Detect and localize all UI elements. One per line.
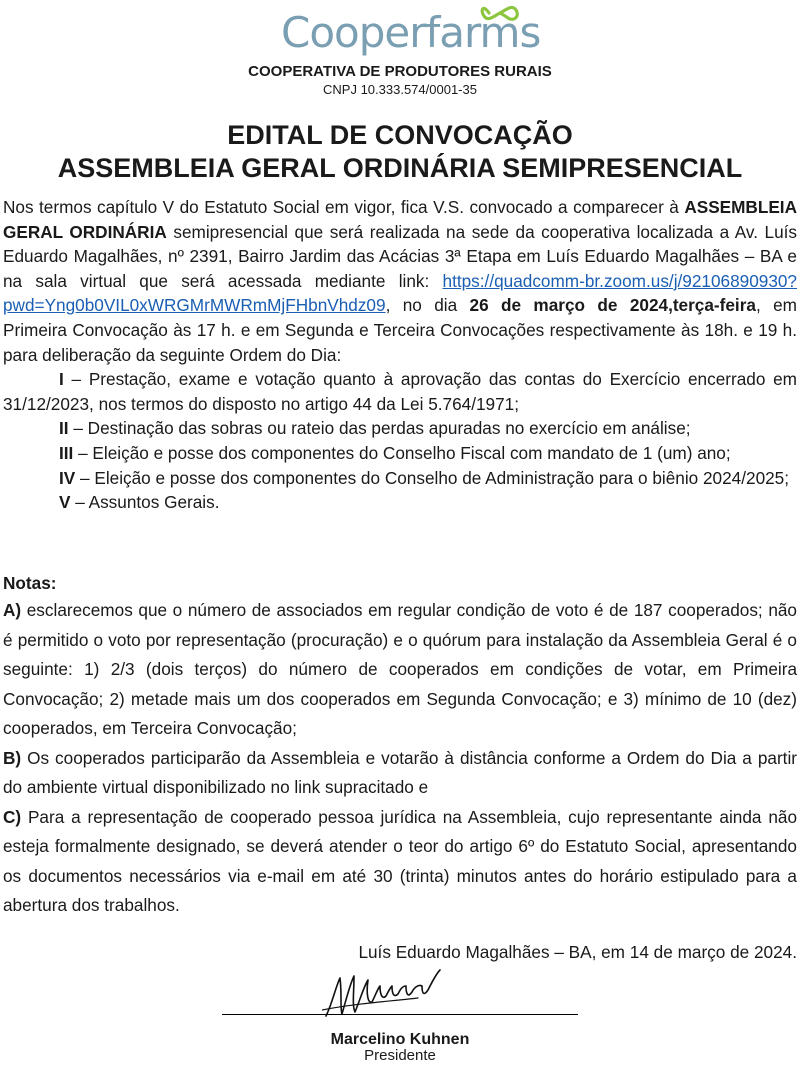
note-text: esclarecemos que o número de associados em regular condição de voto é de 187 cooperados; não é permitido o voto por representação (procuração) e o quórum para instalação da Assembleia Geral é o seguinte: 1) 2/3 (dois terços) do número de cooperados em condições de votar, em Primeira Convocação; 2) metade mais um dos cooperados em Segunda Convocação; e 3) mínimo de 10 (dez) cooperados, em Terceira Convocação; [3, 600, 797, 738]
signature-line [222, 1014, 578, 1015]
cooperative-name: COOPERATIVA DE PRODUTORES RURAIS [248, 63, 552, 80]
convocation-body [3, 195, 797, 515]
note-text: Para a representação de cooperado pessoa jurídica na Assembleia, cujo representante ainda não esteja formalmente designado, se deverá atender o teor do artigo 6º do Estatuto Social, apresentando os documentos necessários via e-mail em até 30 (trinta) minutos antes do horário estipulado para a abertura dos trabalhos. [3, 806, 797, 915]
assembly-name: ASSEMBLEIA GERAL ORDINÁRIA [3, 197, 797, 242]
note-item [3, 744, 797, 803]
agenda-item-number: III [59, 442, 74, 463]
place-and-date: Luís Eduardo Magalhães – BA, em 14 de março de 2024. [358, 942, 797, 962]
agenda-item-text: – Destinação das sobras ou rateio das perdas apuradas no exercício em análise; [68, 418, 691, 439]
leaf-infinity-icon [478, 2, 522, 24]
intro-paragraph [3, 195, 797, 367]
note-letter: A) [3, 600, 22, 620]
note-letter: C) [3, 806, 22, 827]
document-title: EDITAL DE CONVOCAÇÃO [227, 120, 573, 150]
signer-role: Presidente [364, 1047, 436, 1064]
agenda-item-text: – Prestação, exame e votação quanto à aprovação das contas do Exercício encerrado em 31/12/2023, nos termos do disposto no artigo 44 da Lei 5.764/1971; [3, 369, 797, 414]
meeting-date: 26 de março de 2024,terça-feira [469, 295, 756, 316]
cnpj-number: CNPJ 10.333.574/0001-35 [323, 82, 477, 97]
logo-wordmark: Cooperfarms [281, 8, 541, 57]
agenda-item-text: – Eleição e posse dos componentes do Conselho de Administração para o biênio 2024/2025; [75, 467, 790, 488]
zoom-meeting-link[interactable]: https://quadcomm-br.zoom.us/j/92106890930?pwd=Yng0b0VIL0xWRGMrMWRmMjFHbnVhdz09 [3, 270, 797, 316]
agenda-item-number: I [59, 369, 64, 390]
note-letter: B) [3, 747, 22, 768]
note-item [3, 803, 797, 921]
document-subtitle: ASSEMBLEIA GERAL ORDINÁRIA SEMIPRESENCIAL [57, 153, 743, 183]
agenda-item-number: IV [59, 467, 76, 488]
handwritten-signature [322, 964, 452, 1020]
intro-text-location: semipresencial que será realizada na sede da cooperativa localizada a Av. Luís Eduardo Magalhães, nº 2391, Bairro Jardim das Acácias 3ª Etapa em Luís Eduardo Magalhães – BA e na sala virtual que será acessada mediante link: [3, 221, 798, 291]
notes-section [3, 570, 797, 921]
agenda-item [3, 367, 797, 416]
agenda-item-number: II [59, 418, 69, 439]
intro-text-schedule: , em Primeira Convocação às 17 h. e em Segunda e Terceira Convocações respectivamente às 18h. e 19 h. para deliberação da seguinte Ordem do Dia: [3, 295, 797, 365]
agenda-item [3, 490, 797, 515]
note-item [3, 596, 797, 744]
notes-heading: Notas: [3, 573, 57, 593]
intro-text-date-prefix: , no dia [385, 295, 470, 316]
signer-name: Marcelino Kuhnen [330, 1031, 470, 1048]
agenda-item [3, 466, 797, 491]
note-text: Os cooperados participarão da Assembleia e votarão à distância conforme a Ordem do Dia a partir do ambiente virtual disponibilizado no link supracitado e [3, 747, 797, 797]
agenda-item-text: – Eleição e posse dos componentes do Conselho Fiscal com mandato de 1 (um) ano; [73, 442, 731, 463]
agenda-item-number: V [59, 492, 71, 513]
agenda-item [3, 441, 797, 466]
cooperfarms-logo [0, 2, 800, 60]
agenda-item-text: – Assuntos Gerais. [70, 492, 220, 513]
agenda-item [3, 416, 797, 441]
intro-text: Nos termos capítulo V do Estatuto Social em vigor, fica V.S. convocado a comparecer à [3, 197, 685, 217]
